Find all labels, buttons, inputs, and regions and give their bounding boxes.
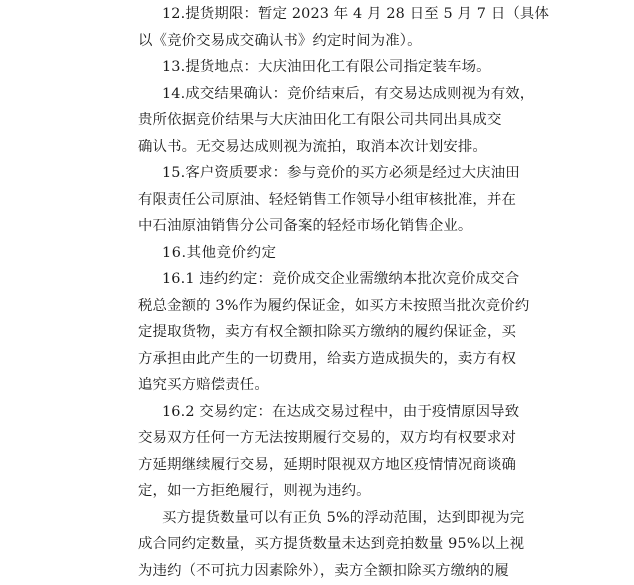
paragraph-16-2-transaction-line-3: 方延期继续履行交易，延期时限视双方地区疫情情况商谈确 [138, 456, 517, 473]
paragraph-15-qualification-line-2: 有限责任公司原油、轻烃销售工作领导小组审核批准，并在 [138, 191, 517, 208]
paragraph-12-delivery-period-line-1: 12.提货期限：暂定 2023 年 4 月 28 日至 5 月 7 日（具体 [162, 6, 549, 22]
paragraph-13-delivery-location: 13.提货地点：大庆油田化工有限公司指定装车场。 [162, 59, 491, 75]
paragraph-quantity-tolerance-line-1: 买方提货数量可以有正负 5%的浮动范围，达到即视为完 [162, 509, 525, 526]
paragraph-16-1-default-line-1: 16.1 违约约定：竞价成交企业需缴纳本批次竞价成交合 [162, 271, 520, 287]
paragraph-16-1-default-line-4: 方承担由此产生的一切费用，给卖方造成损失的，卖方有权 [138, 350, 517, 367]
paragraph-12-delivery-period-line-2: 以《竞价交易成交确认书》约定时间为准）。 [138, 32, 422, 49]
paragraph-16-2-transaction-line-2: 交易双方任何一方无法按期履行交易的，双方均有权要求对 [138, 430, 517, 446]
paragraph-quantity-tolerance-line-2: 成合同约定数量，买方提货数量未达到竞拍数量 95%以上视 [138, 536, 525, 552]
paragraph-16-2-transaction-line-1: 16.2 交易约定：在达成交易过程中，由于疫情原因导致 [162, 403, 520, 420]
paragraph-quantity-tolerance-line-3: 为违约（不可抗力因素除外），卖方全额扣除买方缴纳的履 [138, 562, 509, 579]
paragraph-15-qualification-line-3: 中石油原油销售分公司备案的轻烃市场化销售企业。 [138, 218, 473, 234]
paragraph-16-1-default-line-3: 定提取货物，卖方有权全额扣除买方缴纳的履约保证金，买 [138, 324, 517, 340]
paragraph-14-result-confirmation-line-1: 14.成交结果确认：竞价结束后，有交易达成则视为有效， [162, 85, 535, 102]
paragraph-16-2-transaction-line-4: 定，如一方拒绝履行，则视为违约。 [138, 483, 371, 499]
paragraph-15-qualification-line-1: 15.客户资质要求：参与竞价的买方必须是经过大庆油田 [162, 165, 520, 181]
section-16-heading: 16.其他竞价约定 [162, 244, 277, 261]
paragraph-14-result-confirmation-line-3: 确认书。无交易达成则视为流拍，取消本次计划安排。 [138, 138, 487, 155]
paragraph-14-result-confirmation-line-2: 贵所依据竞价结果与大庆油田化工有限公司共同出具成交 [138, 112, 502, 128]
paragraph-16-1-default-line-5: 追究买方赔偿责任。 [138, 377, 269, 393]
paragraph-16-1-default-line-2: 税总金额的 3%作为履约保证金，如买方未按照当批次竞价约 [138, 297, 530, 314]
